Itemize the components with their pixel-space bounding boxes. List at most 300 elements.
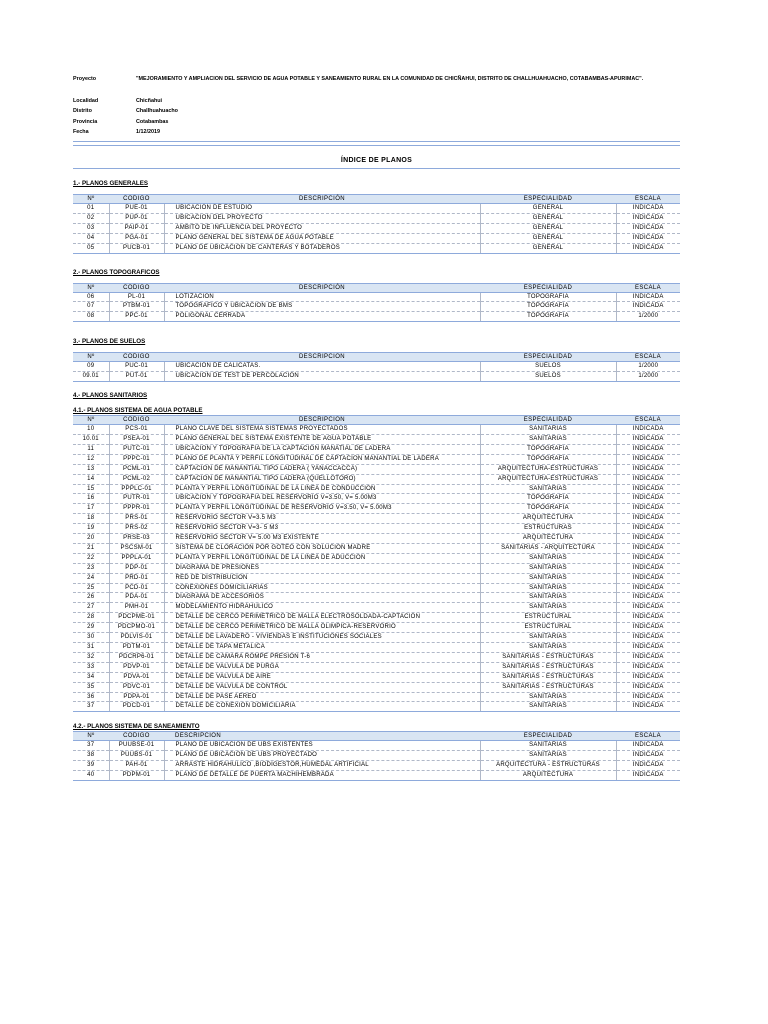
plan-number: 10 <box>73 425 109 435</box>
section-heading-saneamiento: 4.2.- PLANOS SISTEMA DE SANEAMIENTO <box>73 723 200 731</box>
plan-number: 21 <box>73 543 109 553</box>
plan-specialty: ARQUITECTURA <box>480 534 616 544</box>
provincia-value: Cotabambas <box>136 118 169 125</box>
plan-specialty: SANITARIAS <box>480 553 616 563</box>
plan-scale: INDICADA <box>616 454 680 464</box>
col-num: Nº <box>73 283 109 292</box>
plan-description: DIAGRAMA DE ACCESORIOS <box>164 593 480 603</box>
plan-specialty: TOPOGRAFIA <box>480 312 616 322</box>
table-row <box>73 292 680 302</box>
plan-scale: INDICADA <box>616 682 680 692</box>
plan-specialty: TOPOGRAFIA <box>480 454 616 464</box>
table-row <box>73 563 680 573</box>
table-saneamiento <box>73 731 680 781</box>
table-row <box>73 613 680 623</box>
plan-number: 03 <box>73 223 109 233</box>
table-row <box>73 233 680 243</box>
plan-number: 02 <box>73 213 109 223</box>
plan-code: PCML-02 <box>109 474 164 484</box>
plan-scale: INDICADA <box>616 692 680 702</box>
plan-specialty: GENERAL <box>480 243 616 253</box>
provincia-label: Provincia <box>73 118 98 125</box>
plan-description: RESERVORIO SECTOR V=3- 5 M3 <box>164 524 480 534</box>
plan-description: PLANTA Y PERFIL LONGITUDINAL DE LA LINEA DE ADUCCIÓN <box>164 553 480 563</box>
table-row <box>73 504 680 514</box>
plan-scale: INDICADA <box>616 563 680 573</box>
col-num: Nº <box>73 353 109 362</box>
table-row <box>73 534 680 544</box>
section-heading-agua-potable: 4.1.- PLANOS SISTEMA DE AGUA POTABLE <box>73 407 203 415</box>
table-generales <box>73 194 680 254</box>
plan-code: PGA-01 <box>109 233 164 243</box>
plan-description: DETALLE DE LAVADERO - VIVIENDAS E INSTITUCIONES SOCIALES <box>164 633 480 643</box>
plan-scale: 1/2000 <box>616 362 680 372</box>
table-row <box>73 454 680 464</box>
plan-scale: INDICADA <box>616 553 680 563</box>
fecha-value: 1/12/2019 <box>136 128 160 135</box>
plan-code: PDPA-01 <box>109 692 164 702</box>
plan-scale: INDICADA <box>616 652 680 662</box>
plan-number: 04 <box>73 233 109 243</box>
plan-description: PLANO CLAVE DEL SISTEMA SISTEMAS PROYECTADOS <box>164 425 480 435</box>
plan-scale: INDICADA <box>616 474 680 484</box>
plan-description: PLANO GENERAL DEL SISTEMA DE AGUA POTABLE <box>164 233 480 243</box>
plan-description: AMBITO DE INFLUENCIA DEL PROYECTO <box>164 223 480 233</box>
plan-code: PDCRP6-01 <box>109 652 164 662</box>
plan-description: PLANO DE UBICACIÓN DE UBS EXISTENTES <box>164 741 480 751</box>
table-row <box>73 362 680 372</box>
plan-number: 11 <box>73 444 109 454</box>
plan-specialty: SANITARIAS <box>480 425 616 435</box>
plan-description: CAPTACIÓN DE MANANTIAL TIPO LADERA (QUELLOTORO) <box>164 474 480 484</box>
plan-description: UBICACIÓN DEL PROYECTO <box>164 213 480 223</box>
plan-number: 18 <box>73 514 109 524</box>
plan-number: 20 <box>73 534 109 544</box>
plan-description: RESERVORIO SECTOR V=3.5 M3 <box>164 514 480 524</box>
col-desc: DESCRIPCION <box>164 353 480 362</box>
table-row <box>73 204 680 214</box>
col-scale: ESCALA <box>616 353 680 362</box>
col-code: CODIGO <box>109 353 164 362</box>
col-code: CODIGO <box>109 732 164 741</box>
col-desc: DESCRIPCIÓN <box>164 283 480 292</box>
plan-specialty: SUELOS <box>480 362 616 372</box>
table-row <box>73 583 680 593</box>
plan-number: 30 <box>73 633 109 643</box>
plan-scale: 1/2000 <box>616 312 680 322</box>
plan-description: SISTEMA DE CLORACIÓN POR GOTEO CON SOLUCIÓN MADRE <box>164 543 480 553</box>
plan-number: 36 <box>73 692 109 702</box>
plan-specialty: SANITARIAS <box>480 741 616 751</box>
plan-number: 32 <box>73 652 109 662</box>
plan-specialty: SANITARIAS <box>480 583 616 593</box>
col-spec: ESPECIALIDAD <box>480 195 616 204</box>
localidad-label: Localidad <box>73 98 99 105</box>
plan-code: PAIP-01 <box>109 223 164 233</box>
plan-code: PPPLC-01 <box>109 484 164 494</box>
plan-scale: INDICADA <box>616 603 680 613</box>
plan-specialty: SANITARIAS - ESTRUCTURAS <box>480 672 616 682</box>
plan-description: PLANTA Y PERFIL LONGITUDINAL DE LA LINEA DE CONDUCCIÓN <box>164 484 480 494</box>
table-row <box>73 652 680 662</box>
plan-specialty: SANITARIAS <box>480 563 616 573</box>
col-desc: DESCRIPCION <box>164 732 480 741</box>
table-row <box>73 672 680 682</box>
plan-code: PRSE-03 <box>109 534 164 544</box>
table-row <box>73 372 680 382</box>
plan-number: 01 <box>73 204 109 214</box>
plan-scale: INDICADA <box>616 213 680 223</box>
table-row <box>73 761 680 771</box>
table-row <box>73 524 680 534</box>
plan-description: RESERVORIO SECTOR V= 5.00 M3 EXISTENTE <box>164 534 480 544</box>
plan-code: PUUBSE-01 <box>109 741 164 751</box>
plan-code: PMH-01 <box>109 603 164 613</box>
table-row <box>73 573 680 583</box>
plan-scale: 1/2000 <box>616 372 680 382</box>
plan-specialty: TOPOGRAFIA <box>480 292 616 302</box>
project-header <box>73 74 680 137</box>
plan-description: DETALLE DE CÁMARA ROMPE PRESIÓN T-6 <box>164 652 480 662</box>
section-heading-sanitarios: 4.- PLANOS SANITARIOS <box>73 392 148 400</box>
plan-specialty: TOPOGRAFIA <box>480 504 616 514</box>
table-row <box>73 494 680 504</box>
plan-code: PDCPMO-01 <box>109 623 164 633</box>
plan-description: UBICACIÓN DE CALICATAS. <box>164 362 480 372</box>
plan-code: PUC-01 <box>109 362 164 372</box>
table-row <box>73 603 680 613</box>
col-scale: ESCALA <box>616 732 680 741</box>
plan-scale: INDICADA <box>616 613 680 623</box>
distrito-value: Challhuahuacho <box>136 108 178 115</box>
plan-scale: INDICADA <box>616 583 680 593</box>
table-row <box>73 302 680 312</box>
plan-scale: INDICADA <box>616 534 680 544</box>
plan-scale: INDICADA <box>616 484 680 494</box>
plan-number: 07 <box>73 302 109 312</box>
plan-description: PLANO GENERAL DEL SISTEMA EXISTENTE DE AGUA POTABLE <box>164 434 480 444</box>
plan-number: 34 <box>73 672 109 682</box>
plan-specialty: SUELOS <box>480 372 616 382</box>
col-scale: ESCALA <box>616 416 680 425</box>
plan-specialty: ARQUITECTURA - ESTRUCTURAS <box>480 761 616 771</box>
plan-code: PPC-01 <box>109 312 164 322</box>
plan-scale: INDICADA <box>616 243 680 253</box>
col-num: Nº <box>73 732 109 741</box>
plan-description: DETALLE DE CONEXIÓN DOMICILIARIA <box>164 702 480 712</box>
table-row <box>73 312 680 322</box>
table-row <box>73 514 680 524</box>
table-topograficos <box>73 283 680 323</box>
plan-code: PUT-01 <box>109 372 164 382</box>
plan-scale: INDICADA <box>616 233 680 243</box>
plan-number: 35 <box>73 682 109 692</box>
plan-scale: INDICADA <box>616 204 680 214</box>
plan-description: RED DE DISTRIBUCIÓN <box>164 573 480 583</box>
plan-code: PRD-01 <box>109 573 164 583</box>
plan-description: PLANO DE UBICACIÓN DE UBS PROYECTADO <box>164 751 480 761</box>
plan-number: 19 <box>73 524 109 534</box>
plan-number: 28 <box>73 613 109 623</box>
plan-number: 29 <box>73 623 109 633</box>
plan-scale: INDICADA <box>616 494 680 504</box>
plan-number: 10.01 <box>73 434 109 444</box>
plan-scale: INDICADA <box>616 593 680 603</box>
plan-code: PUE-01 <box>109 204 164 214</box>
plan-specialty: SANITARIAS <box>480 643 616 653</box>
plan-number: 09 <box>73 362 109 372</box>
plan-description: DETALLE DE PASE AEREO <box>164 692 480 702</box>
plan-description: DETALLE DE VALVULA DE CONTROL <box>164 682 480 692</box>
section-heading-topograficos: 2.- PLANOS TOPOGRAFICOS <box>73 268 160 276</box>
plan-number: 25 <box>73 583 109 593</box>
plan-code: PPPC-01 <box>109 454 164 464</box>
plan-specialty: SANITARIAS <box>480 484 616 494</box>
table-row <box>73 243 680 253</box>
plan-specialty: SANITARIAS <box>480 603 616 613</box>
plan-code: PDVA-01 <box>109 672 164 682</box>
plan-specialty: GENERAL <box>480 204 616 214</box>
table-suelos <box>73 352 680 382</box>
plan-scale: INDICADA <box>616 623 680 633</box>
col-spec: ESPECIALIDAD <box>480 732 616 741</box>
plan-specialty: SANITARIAS - ESTRUCTURAS <box>480 652 616 662</box>
plan-specialty: ESTRUCTURAS <box>480 524 616 534</box>
table-row <box>73 662 680 672</box>
table-row <box>73 484 680 494</box>
table-row <box>73 623 680 633</box>
section-heading-suelos: 3.- PLANOS DE SUELOS <box>73 338 146 346</box>
col-num: Nº <box>73 416 109 425</box>
plan-number: 23 <box>73 563 109 573</box>
plan-description: UBICACIÓN DE ESTUDIO <box>164 204 480 214</box>
plan-code: PUCB-01 <box>109 243 164 253</box>
plan-number: 24 <box>73 573 109 583</box>
plan-code: PCD-01 <box>109 583 164 593</box>
plan-scale: INDICADA <box>616 633 680 643</box>
plan-description: UBICACIÓN Y TOPOGRAFIA DEL RESERVORIO V=3.50, V= 5.00M3 <box>164 494 480 504</box>
col-code: CODIGO <box>109 283 164 292</box>
plan-scale: INDICADA <box>616 464 680 474</box>
plan-description: DETALLE DE CERCO PERIMETRICO DE MALLA OLIMPICA-RESERVORIO <box>164 623 480 633</box>
table-row <box>73 553 680 563</box>
table-agua-potable <box>73 415 680 712</box>
table-row <box>73 771 680 781</box>
col-scale: ESCALA <box>616 283 680 292</box>
plan-specialty: TOPOGRAFIA <box>480 444 616 454</box>
plan-number: 38 <box>73 751 109 761</box>
plan-specialty: SANITARIAS <box>480 593 616 603</box>
plan-scale: INDICADA <box>616 434 680 444</box>
page-title: ÍNDICE DE PLANOS <box>73 154 680 169</box>
plan-number: 22 <box>73 553 109 563</box>
plan-description: ARRASTE HIDRAHULICO ,BIODIGESTOR,HUMEDAL ARTIFICIAL <box>164 761 480 771</box>
table-row <box>73 741 680 751</box>
plan-description: MODELAMIENTO HIDRAHULICO <box>164 603 480 613</box>
plan-code: PDCPME-01 <box>109 613 164 623</box>
plan-code: PUUBS-01 <box>109 751 164 761</box>
plan-code: PDCD-01 <box>109 702 164 712</box>
table-row <box>73 223 680 233</box>
plan-specialty: ARQUITECTURA <box>480 771 616 781</box>
plan-description: CONEXIONES DOMICILIARIAS <box>164 583 480 593</box>
plan-description: DETALLE DE VALVULA DE PURGA <box>164 662 480 672</box>
plan-code: PDP-01 <box>109 563 164 573</box>
plan-specialty: SANITARIAS <box>480 751 616 761</box>
table-row <box>73 474 680 484</box>
plan-code: PDVP-01 <box>109 662 164 672</box>
proyecto-label: Proyecto <box>73 76 97 82</box>
plan-code: PDPM-01 <box>109 771 164 781</box>
plan-code: PDVC-01 <box>109 682 164 692</box>
plan-code: PDA-01 <box>109 593 164 603</box>
proyecto-value: "MEJORAMIENTO Y AMPLIACION DEL SERVICIO DE AGUA POTABLE Y SANEAMIENTO RURAL EN LA COMUNIDAD DE CHICÑAHUI, DISTRITO DE CHALLHUAHUACHO, COTABAMBAS-APURIMAC". <box>136 76 644 82</box>
plan-code: PDLVIS-01 <box>109 633 164 643</box>
table-row <box>73 444 680 454</box>
plan-code: PDTM-01 <box>109 643 164 653</box>
plan-scale: INDICADA <box>616 504 680 514</box>
plan-specialty: SANITARIAS - ESTRUCTURAS <box>480 682 616 692</box>
plan-scale: INDICADA <box>616 771 680 781</box>
table-row <box>73 213 680 223</box>
plan-number: 31 <box>73 643 109 653</box>
plan-number: 37 <box>73 741 109 751</box>
plan-specialty: ARQUITECTURA <box>480 514 616 524</box>
plan-description: DETALLE DE VALVULA DE AIRE <box>164 672 480 682</box>
table-row <box>73 692 680 702</box>
table-row <box>73 702 680 712</box>
plan-scale: INDICADA <box>616 292 680 302</box>
plan-scale: INDICADA <box>616 425 680 435</box>
distrito-label: Distrito <box>73 108 92 115</box>
plan-number: 13 <box>73 464 109 474</box>
plan-code: PUP-01 <box>109 213 164 223</box>
plan-description: PLANTA Y PERFIL LONGITUDINAL DE RESERVORIO V=3.50, V= 5.00M3 <box>164 504 480 514</box>
localidad-value: Chicñahui <box>136 98 163 105</box>
col-desc: DESCRIPCIÓN <box>164 195 480 204</box>
plan-code: PUTC-01 <box>109 444 164 454</box>
table-row <box>73 593 680 603</box>
plan-number: 37 <box>73 702 109 712</box>
plan-specialty: GENERAL <box>480 233 616 243</box>
plan-scale: INDICADA <box>616 444 680 454</box>
plan-scale: INDICADA <box>616 751 680 761</box>
plan-description: LOTIZACIÓN <box>164 292 480 302</box>
col-scale: ESCALA <box>616 195 680 204</box>
plan-scale: INDICADA <box>616 524 680 534</box>
plan-specialty: SANITARIAS <box>480 573 616 583</box>
plan-description: UBICACIÓN DE TEST DE PERCOLACION <box>164 372 480 382</box>
plan-specialty: SANITARIAS <box>480 434 616 444</box>
col-spec: ESPECIALIDAD <box>480 353 616 362</box>
col-spec: ESPECIALIDAD <box>480 416 616 425</box>
plan-code: PCML-01 <box>109 464 164 474</box>
plan-scale: INDICADA <box>616 672 680 682</box>
plan-description: DETALLE DE CERCO PERIMETRICO DE MALLA ELECTROSOLDADA-CAPTACION <box>164 613 480 623</box>
plan-specialty: TOPOGRAFIA <box>480 494 616 504</box>
col-code: CODIGO <box>109 416 164 425</box>
plan-description: PLANO DE UBICACIÓN DE CANTERAS Y BOTADEROS <box>164 243 480 253</box>
col-spec: ESPECIALIDAD <box>480 283 616 292</box>
plan-number: 27 <box>73 603 109 613</box>
table-row <box>73 434 680 444</box>
plan-specialty: ARQUITECTURA-ESTRUCTURAS <box>480 474 616 484</box>
plan-code: PL-01 <box>109 292 164 302</box>
fecha-label: Fecha <box>73 128 89 135</box>
plan-code: PAH-01 <box>109 761 164 771</box>
col-desc: DESCRIPCION <box>164 416 480 425</box>
plan-specialty: SANITARIAS <box>480 692 616 702</box>
plan-number: 16 <box>73 494 109 504</box>
plan-number: 33 <box>73 662 109 672</box>
plan-number: 09.01 <box>73 372 109 382</box>
plan-specialty: SANITARIAS - ESTRUCTURAS <box>480 662 616 672</box>
plan-scale: INDICADA <box>616 302 680 312</box>
plan-specialty: ESTRUCTURAL <box>480 613 616 623</box>
plan-code: PRS-02 <box>109 524 164 534</box>
plan-scale: INDICADA <box>616 702 680 712</box>
section-heading-generales: 1.- PLANOS GENERALES <box>73 180 148 188</box>
plan-number: 05 <box>73 243 109 253</box>
plan-number: 15 <box>73 484 109 494</box>
plan-description: PLANO DE PLANTA Y PERFIL LONGITUDINAL DE CAPTACION MANANTIAL DE LADERA <box>164 454 480 464</box>
plan-scale: INDICADA <box>616 741 680 751</box>
plan-scale: INDICADA <box>616 662 680 672</box>
plan-code: PTBM-01 <box>109 302 164 312</box>
plan-number: 14 <box>73 474 109 484</box>
plan-scale: INDICADA <box>616 643 680 653</box>
plan-specialty: TOPOGRAFIA <box>480 302 616 312</box>
table-row <box>73 425 680 435</box>
plan-scale: INDICADA <box>616 573 680 583</box>
plan-number: 06 <box>73 292 109 302</box>
plan-code: PRS-01 <box>109 514 164 524</box>
header-divider <box>73 141 680 142</box>
plan-description: PLANO DE DETALLE DE PUERTA MACHIHEMBRADA <box>164 771 480 781</box>
plan-description: CAPTACIÓN DE MANANTIAL TIPO LADERA ( YANACCACCA) <box>164 464 480 474</box>
plan-specialty: SANITARIAS <box>480 633 616 643</box>
plan-description: UBICACIÓN Y TOPOGRAFIA DE LA CAPTACIÓN MANATIAL DE LADERA <box>164 444 480 454</box>
plan-number: 39 <box>73 761 109 771</box>
plan-number: 12 <box>73 454 109 464</box>
plan-description: TOPOGRAFICO Y UBICACIÓN DE BMS <box>164 302 480 312</box>
plan-code: PUTR-01 <box>109 494 164 504</box>
col-num: Nº <box>73 195 109 204</box>
plan-scale: INDICADA <box>616 514 680 524</box>
table-row <box>73 751 680 761</box>
plan-specialty: SANITARIAS - ARQUITECTURA <box>480 543 616 553</box>
plan-number: 17 <box>73 504 109 514</box>
table-row <box>73 643 680 653</box>
plan-number: 08 <box>73 312 109 322</box>
plan-specialty: ARQUITECTURA-ESTRUCTURAS <box>480 464 616 474</box>
table-row <box>73 543 680 553</box>
plan-description: POLIGONAL CERRADA <box>164 312 480 322</box>
plan-scale: INDICADA <box>616 543 680 553</box>
plan-specialty: GENERAL <box>480 223 616 233</box>
plan-specialty: ESTRUCTURAL <box>480 623 616 633</box>
plan-description: DETALLE DE TAPA METALICA <box>164 643 480 653</box>
plan-code: PCS-01 <box>109 425 164 435</box>
col-code: CODIGO <box>109 195 164 204</box>
table-row <box>73 464 680 474</box>
plan-specialty: GENERAL <box>480 213 616 223</box>
plan-scale: INDICADA <box>616 761 680 771</box>
document-page <box>73 74 680 781</box>
plan-number: 26 <box>73 593 109 603</box>
plan-code: PSEA-01 <box>109 434 164 444</box>
plan-code: PPPR-01 <box>109 504 164 514</box>
